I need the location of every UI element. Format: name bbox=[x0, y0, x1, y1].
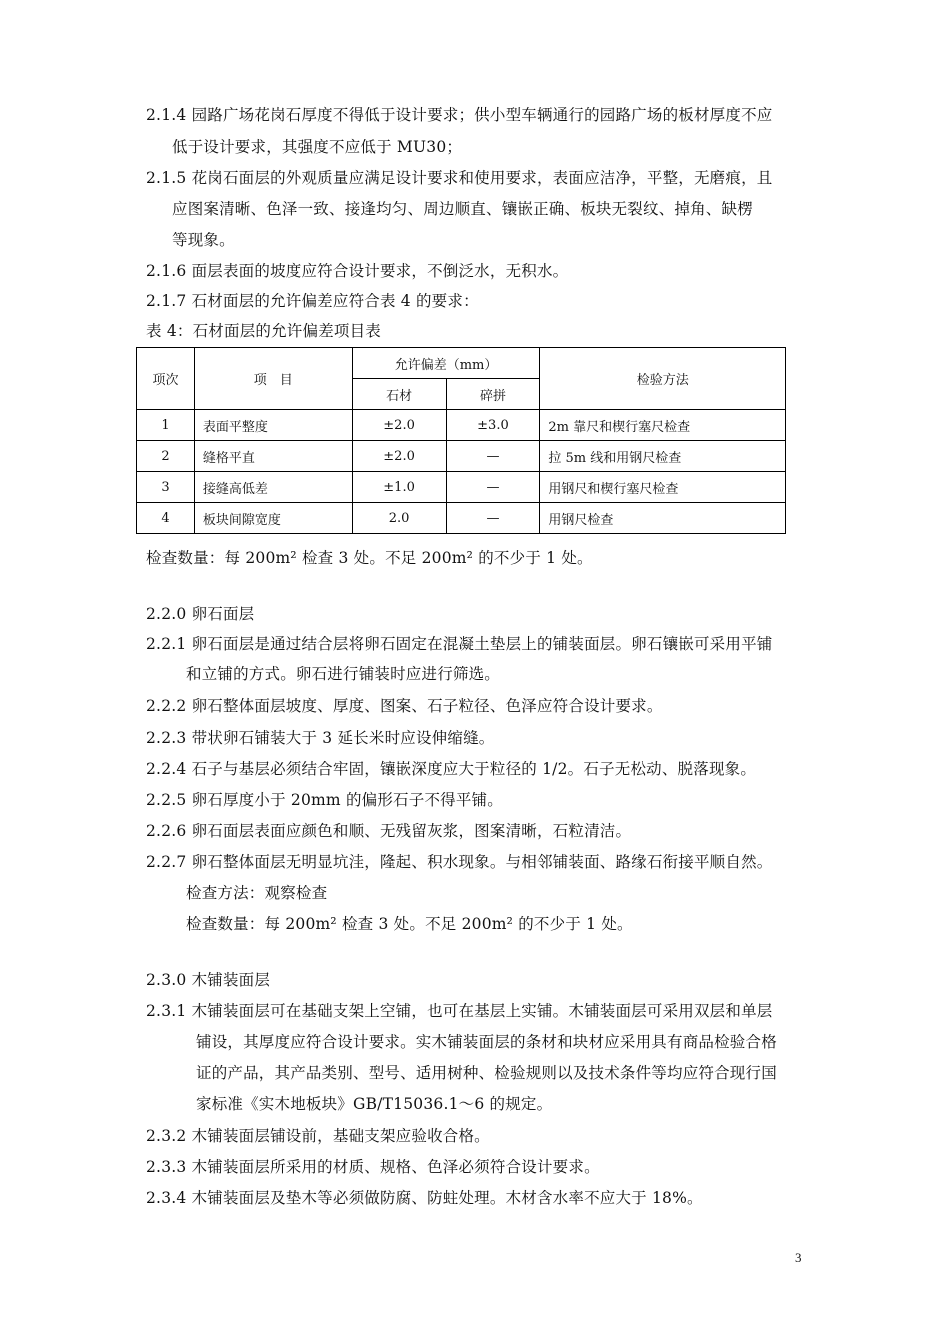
paragraph-2-2-3: 2.2.3 带状卵石铺装大于 3 延长米时应设伸缩缝。 bbox=[146, 729, 495, 747]
cell-index: 4 bbox=[137, 503, 195, 534]
paragraph-2-1-4: 2.1.4 园路广场花岗石厚度不得低于设计要求；供小型车辆通行的园路广场的板材厚度不应 bbox=[146, 106, 773, 124]
paragraph-2-2-1-cont: 和立铺的方式。卵石进行铺装时应进行筛选。 bbox=[186, 665, 501, 683]
paragraph-2-3-1-cont3: 家标准《实木地板块》GB/T15036.1～6 的规定。 bbox=[196, 1095, 553, 1113]
paragraph-2-2-7: 2.2.7 卵石整体面层无明显坑洼，隆起、积水现象。与相邻铺装面、路缘石衔接平顺自然。 bbox=[146, 853, 773, 871]
check-quantity-2: 检查数量：每 200m² 检查 3 处。不足 200m² 的不少于 1 处。 bbox=[186, 915, 633, 933]
cell-index: 3 bbox=[137, 472, 195, 503]
paragraph-2-3-1: 2.3.1 木铺装面层可在基础支架上空铺，也可在基层上实铺。木铺装面层可采用双层和单层 bbox=[146, 1002, 773, 1020]
paragraph-2-3-1-cont: 铺设，其厚度应符合设计要求。实木铺装面层的条材和块材应采用具有商品检验合格 bbox=[196, 1033, 777, 1051]
cell-method: 用钢尺检查 bbox=[540, 503, 786, 534]
cell-method: 2m 靠尺和楔行塞尺检查 bbox=[540, 410, 786, 441]
cell-stone: ±2.0 bbox=[352, 441, 446, 472]
paragraph-2-1-4-cont: 低于设计要求，其强度不应低于 MU30； bbox=[172, 138, 463, 156]
paragraph-2-1-7: 2.1.7 石材面层的允许偏差应符合表 4 的要求： bbox=[146, 292, 479, 310]
paragraph-2-2-1: 2.2.1 卵石面层是通过结合层将卵石固定在混凝土垫层上的铺装面层。卵石镶嵌可采用平铺 bbox=[146, 635, 773, 653]
cell-mosaic: — bbox=[446, 472, 540, 503]
paragraph-2-3-4: 2.3.4 木铺装面层及垫木等必须做防腐、防蛀处理。木材含水率不应大于 18%。 bbox=[146, 1189, 703, 1207]
header-item: 项 目 bbox=[194, 348, 352, 410]
paragraph-2-1-5: 2.1.5 花岗石面层的外观质量应满足设计要求和使用要求，表面应洁净，平整，无磨痕，且 bbox=[146, 169, 773, 187]
header-method: 检验方法 bbox=[540, 348, 786, 410]
cell-stone: ±1.0 bbox=[352, 472, 446, 503]
cell-method: 拉 5m 线和用钢尺检查 bbox=[540, 441, 786, 472]
cell-item: 表面平整度 bbox=[194, 410, 352, 441]
cell-item: 缝格平直 bbox=[194, 441, 352, 472]
table-row bbox=[137, 410, 786, 441]
table-caption: 表 4：石材面层的允许偏差项目表 bbox=[146, 322, 381, 340]
cell-mosaic: — bbox=[446, 503, 540, 534]
cell-method: 用钢尺和楔行塞尺检查 bbox=[540, 472, 786, 503]
cell-index: 2 bbox=[137, 441, 195, 472]
table-row bbox=[137, 441, 786, 472]
cell-index: 1 bbox=[137, 410, 195, 441]
page-number: 3 bbox=[795, 1250, 802, 1265]
cell-stone: 2.0 bbox=[352, 503, 446, 534]
header-mosaic: 碎拼 bbox=[446, 379, 540, 410]
section-heading-2-3-0: 2.3.0 木铺装面层 bbox=[146, 971, 271, 989]
paragraph-2-2-2: 2.2.2 卵石整体面层坡度、厚度、图案、石子粒径、色泽应符合设计要求。 bbox=[146, 697, 663, 715]
paragraph-2-3-1-cont2: 证的产品，其产品类别、型号、适用树种、检验规则以及技术条件等均应符合现行国 bbox=[196, 1064, 777, 1082]
paragraph-2-1-5-cont: 应图案清晰、色泽一致、接逢均匀、周边顺直、镶嵌正确、板块无裂纹、掉角、缺楞 bbox=[172, 200, 753, 218]
paragraph-2-2-4: 2.2.4 石子与基层必须结合牢固，镶嵌深度应大于粒径的 1/2。石子无松动、脱落现象。 bbox=[146, 760, 757, 778]
check-quantity: 检查数量：每 200m² 检查 3 处。不足 200m² 的不少于 1 处。 bbox=[146, 549, 593, 567]
deviation-table bbox=[136, 347, 786, 534]
cell-item: 板块间隙宽度 bbox=[194, 503, 352, 534]
check-method: 检查方法：观察检查 bbox=[186, 884, 328, 902]
header-stone: 石材 bbox=[352, 379, 446, 410]
section-heading-2-2-0: 2.2.0 卵石面层 bbox=[146, 605, 255, 623]
paragraph-2-3-2: 2.3.2 木铺装面层铺设前，基础支架应验收合格。 bbox=[146, 1127, 490, 1145]
cell-mosaic: ±3.0 bbox=[446, 410, 540, 441]
table-header-row bbox=[137, 348, 786, 379]
cell-item: 接缝高低差 bbox=[194, 472, 352, 503]
cell-mosaic: — bbox=[446, 441, 540, 472]
header-index: 项次 bbox=[137, 348, 195, 410]
paragraph-2-1-6: 2.1.6 面层表面的坡度应符合设计要求，不倒泛水，无积水。 bbox=[146, 262, 569, 280]
paragraph-2-2-6: 2.2.6 卵石面层表面应颜色和顺、无残留灰浆，图案清晰，石粒清洁。 bbox=[146, 822, 632, 840]
paragraph-2-2-5: 2.2.5 卵石厚度小于 20mm 的偏形石子不得平铺。 bbox=[146, 791, 503, 809]
table-row bbox=[137, 472, 786, 503]
header-allowance: 允许偏差（mm） bbox=[352, 348, 540, 379]
table-row bbox=[137, 503, 786, 534]
paragraph-2-3-3: 2.3.3 木铺装面层所采用的材质、规格、色泽必须符合设计要求。 bbox=[146, 1158, 600, 1176]
paragraph-2-1-5-cont2: 等现象。 bbox=[172, 231, 235, 249]
cell-stone: ±2.0 bbox=[352, 410, 446, 441]
